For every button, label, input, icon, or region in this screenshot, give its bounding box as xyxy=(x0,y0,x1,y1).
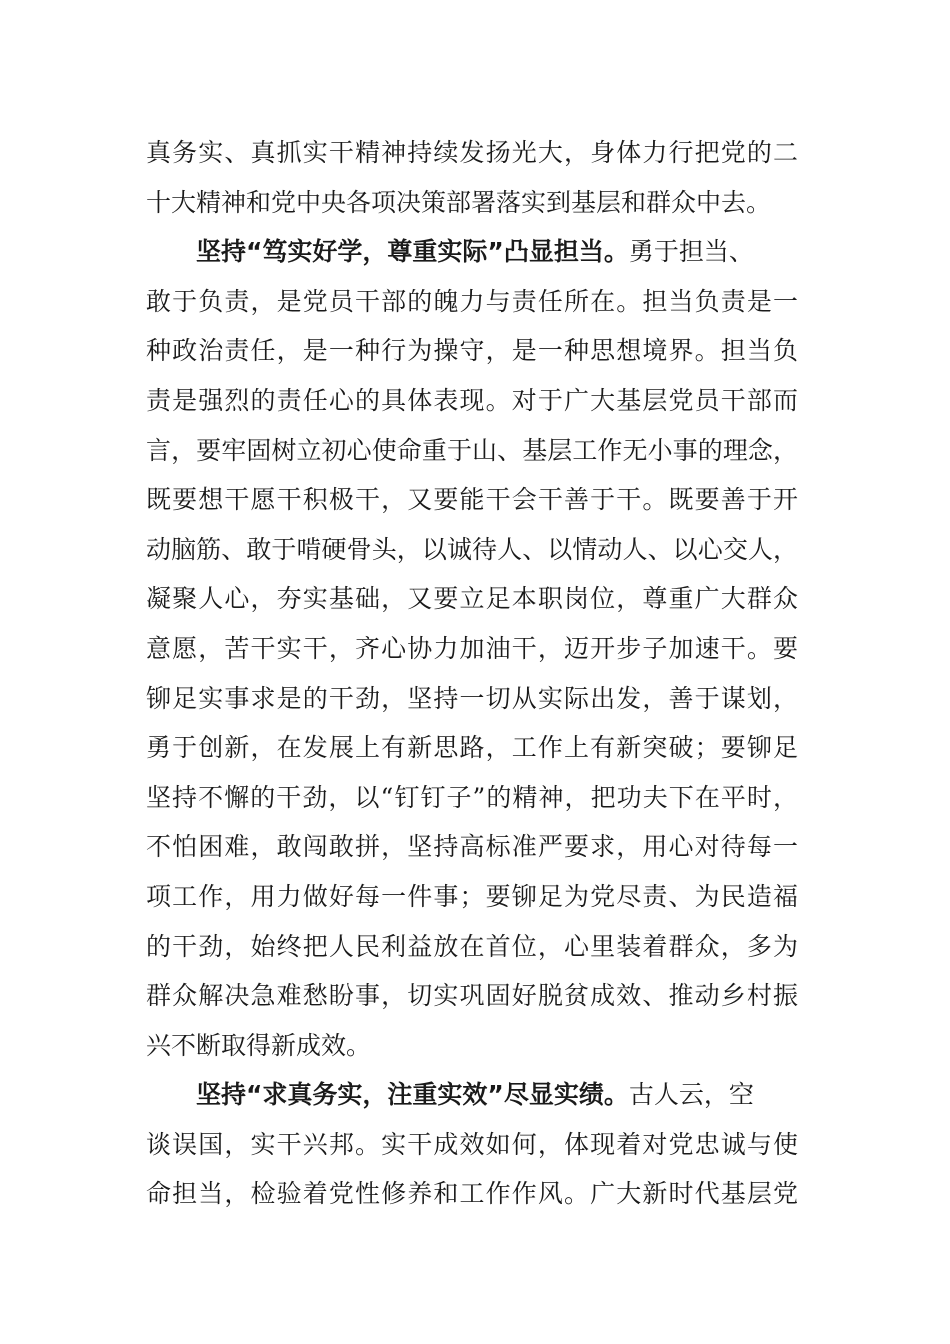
paragraph xyxy=(146,128,798,227)
text-line: 坚持不懈的干劲，以“钉钉子”的精神，把功夫下在平时， xyxy=(146,782,798,812)
text-line: 动脑筋、敢于啃硬骨头，以诚待人、以情动人、以心交人， xyxy=(146,534,798,564)
text-line xyxy=(146,227,798,277)
document-body xyxy=(146,128,798,1219)
text-line: 勇于创新，在发展上有新思路，工作上有新突破；要铆足 xyxy=(146,733,798,763)
text-line: 命担当，检验着党性修养和工作作风。广大新时代基层党 xyxy=(146,1179,798,1209)
text-line: 敢于负责，是党员干部的魄力与责任所在。担当负责是一 xyxy=(146,286,798,316)
text-line: 项工作，用力做好每一件事；要铆足为党尽责、为民造福 xyxy=(146,881,798,911)
text-fragment: 勇于担当、 xyxy=(628,237,754,267)
text-fragment: 古人云，空 xyxy=(628,1080,754,1110)
paragraph-lead-heading: 坚持“求真务实，注重实效”尽显实绩。 xyxy=(196,1080,629,1110)
paragraph xyxy=(146,1070,798,1219)
text-line: 铆足实事求是的干劲，坚持一切从实际出发，善于谋划， xyxy=(146,683,798,713)
text-line: 言，要牢固树立初心使命重于山、基层工作无小事的理念， xyxy=(146,435,798,465)
paragraph-lead-heading: 坚持“笃实好学，尊重实际”凸显担当。 xyxy=(196,237,629,267)
text-line: 真务实、真抓实干精神持续发扬光大，身体力行把党的二 xyxy=(146,138,798,167)
text-line: 意愿，苦干实干，齐心协力加油干，迈开步子加速干。要 xyxy=(146,633,798,663)
text-line xyxy=(146,1070,798,1120)
text-line: 群众解决急难愁盼事，切实巩固好脱贫成效、推动乡村振 xyxy=(146,981,798,1011)
text-line: 不怕困难，敢闯敢拼，坚持高标准严要求，用心对待每一 xyxy=(146,832,798,862)
text-line: 种政治责任，是一种行为操守，是一种思想境界。担当负 xyxy=(146,336,798,366)
text-line: 的干劲，始终把人民利益放在首位，心里装着群众，多为 xyxy=(146,931,798,961)
text-line: 十大精神和党中央各项决策部署落实到基层和群众中去。 xyxy=(146,187,772,217)
text-line: 兴不断取得新成效。 xyxy=(146,1030,372,1060)
text-line: 既要想干愿干积极干，又要能干会干善于干。既要善于开 xyxy=(146,485,798,515)
paragraph xyxy=(146,227,798,1070)
text-line: 凝聚人心，夯实基础，又要立足本职岗位，尊重广大群众 xyxy=(146,584,798,614)
text-line: 谈误国，实干兴邦。实干成效如何，体现着对党忠诚与使 xyxy=(146,1129,798,1159)
text-line: 责是强烈的责任心的具体表现。对于广大基层党员干部而 xyxy=(146,385,798,415)
